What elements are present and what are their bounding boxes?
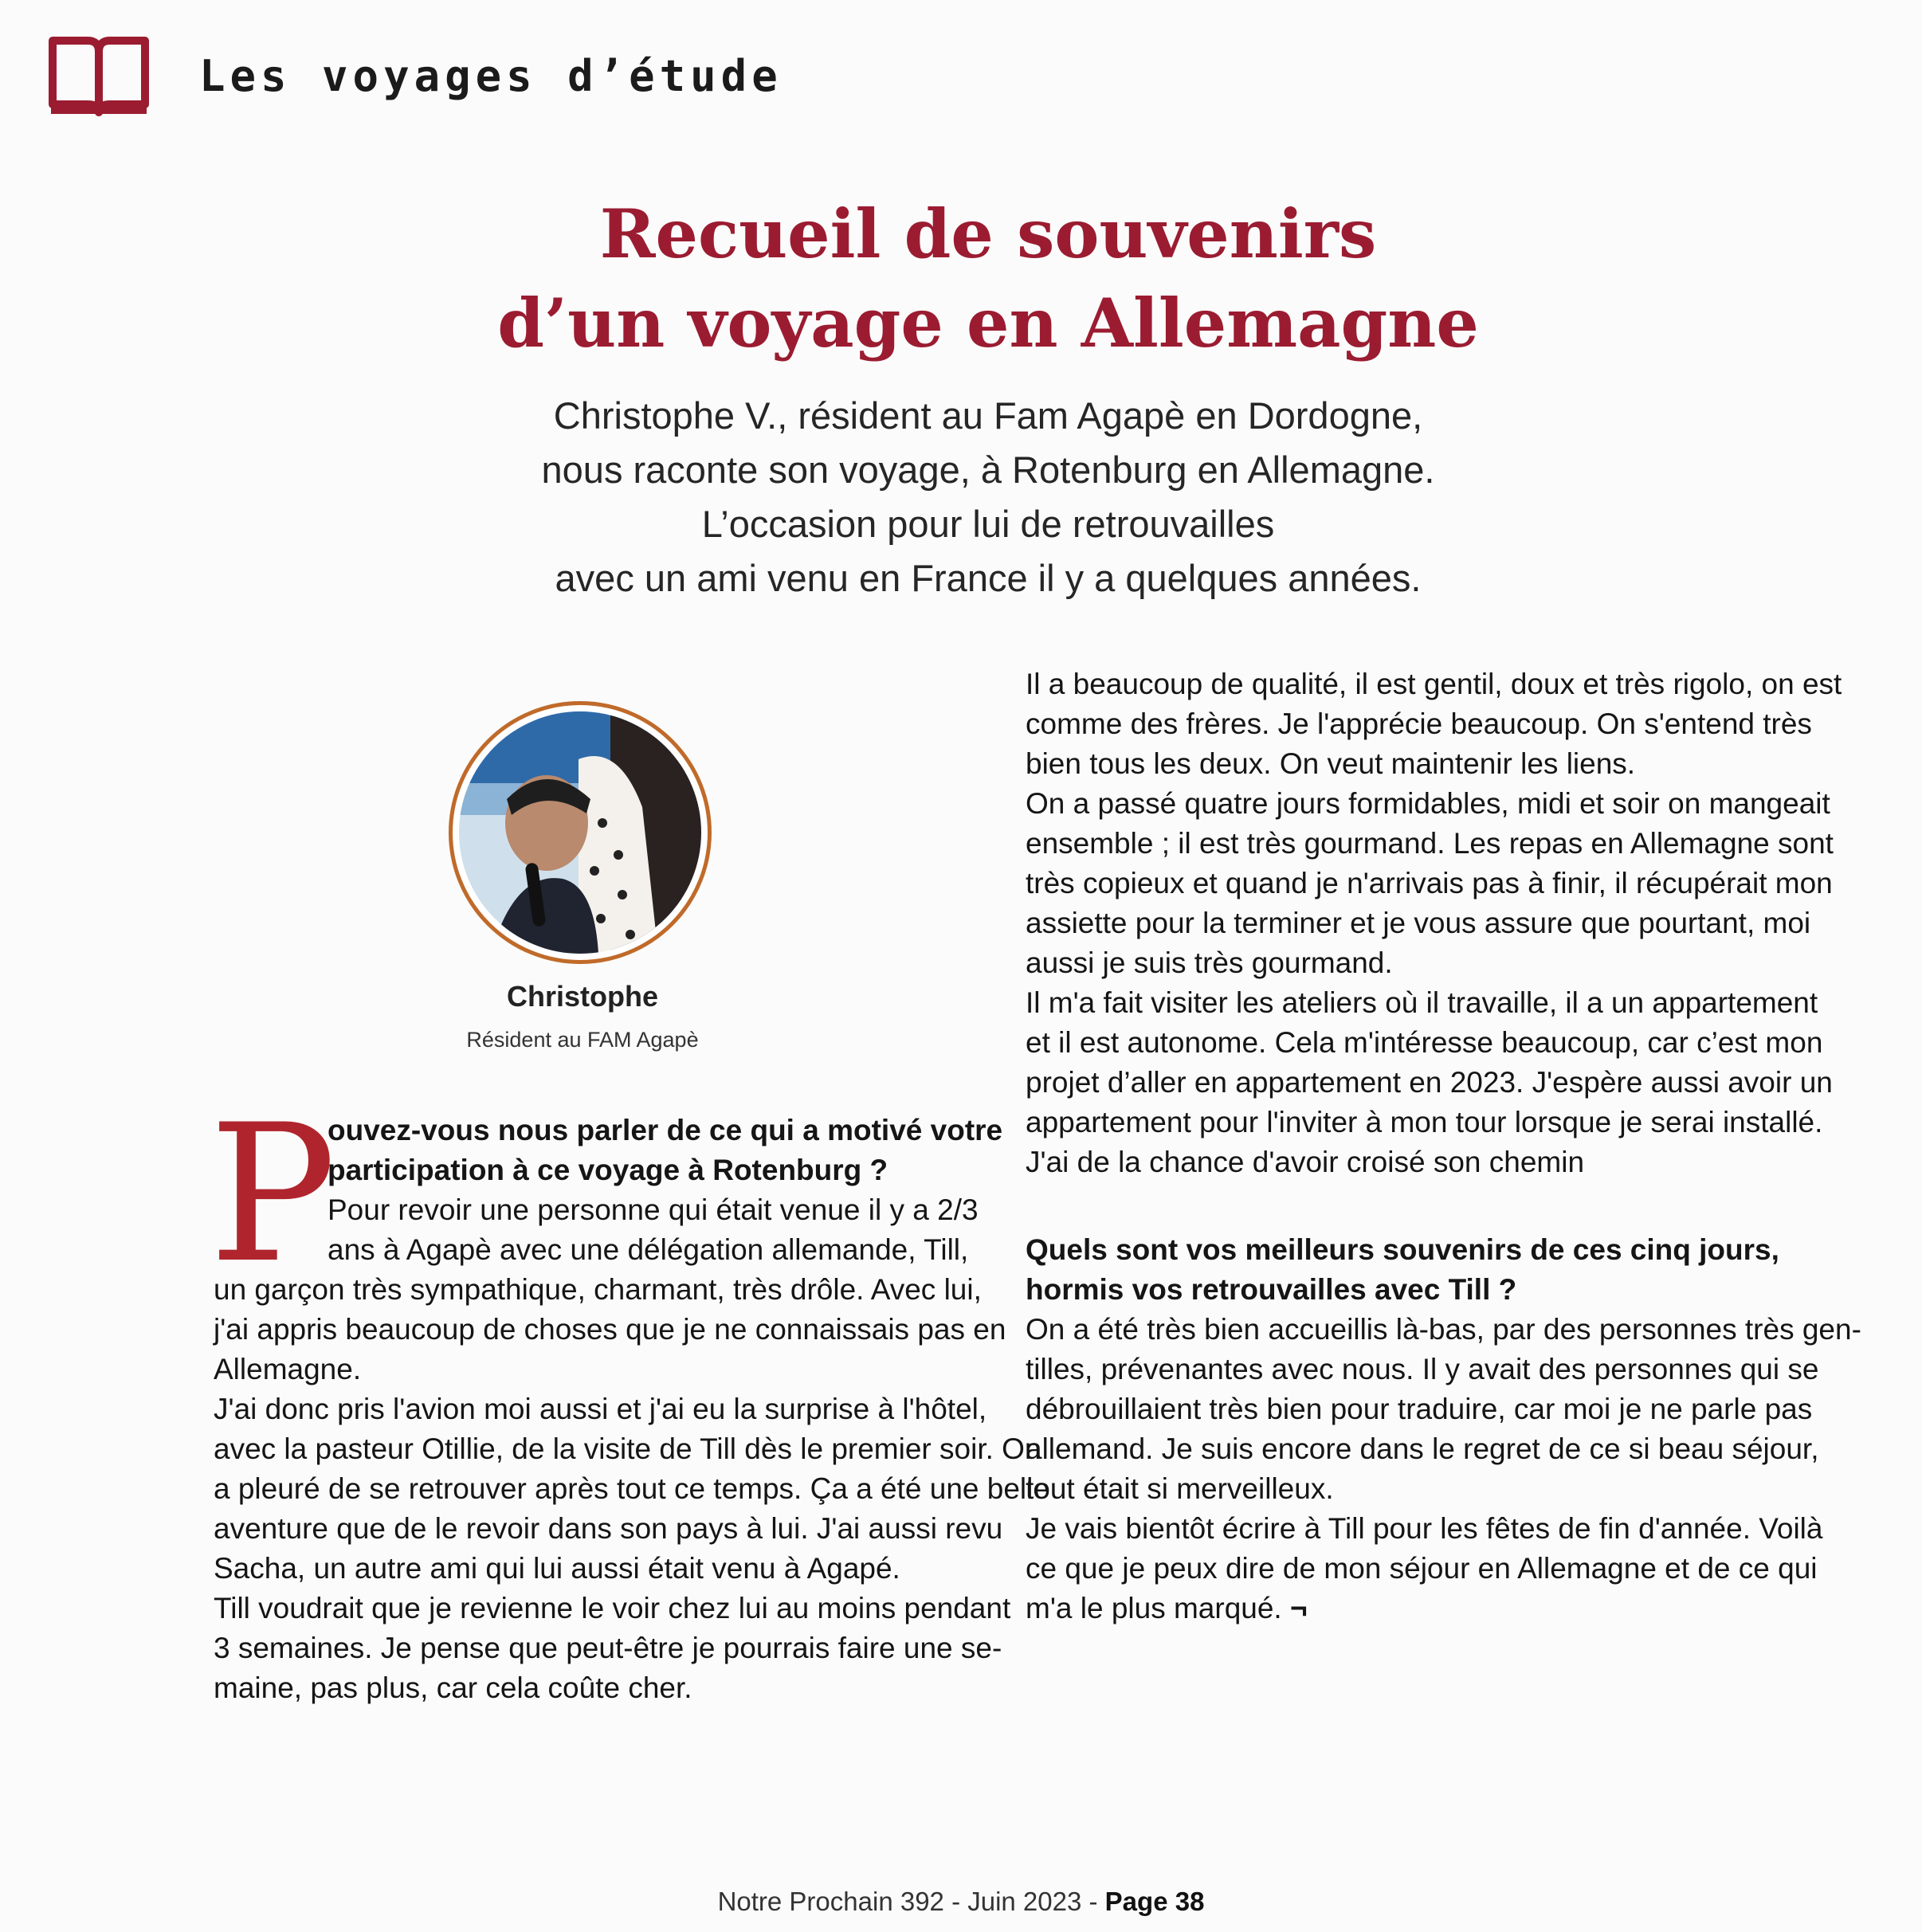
right-column <box>1026 664 1861 1628</box>
text-line: ans à Agapè avec une délégation allemande, Till, <box>328 1233 969 1266</box>
drop-cap: P <box>209 1084 337 1305</box>
open-book-icon <box>46 34 151 117</box>
article-title <box>239 190 1737 368</box>
text-line: aventure que de le revoir dans son pays à lui. J'ai aussi revu <box>214 1512 1003 1545</box>
text-line: Allemagne. <box>214 1353 362 1385</box>
text-line: comme des frères. Je l'apprécie beaucoup. On s'entend très <box>1026 707 1812 740</box>
section-header <box>46 32 783 120</box>
text-line: J'ai de la chance d'avoir croisé son chemin <box>1026 1146 1585 1178</box>
text-line: a pleuré de se retrouver après tout ce temps. Ça a été une belle <box>214 1472 1049 1505</box>
text-line: avec la pasteur Otillie, de la visite de Till dès le premier soir. On <box>214 1432 1041 1465</box>
portrait-photo <box>449 701 712 964</box>
text-line: bien tous les deux. On veut maintenir les liens. <box>1026 747 1636 780</box>
text-line: Quels sont vos meilleurs souvenirs de ces cinq jours, <box>1026 1233 1779 1266</box>
text-line: et il est autonome. Cela m'intéresse beaucoup, car c’est mon <box>1026 1026 1823 1059</box>
last-line-text: m'a le plus marqué. <box>1026 1592 1282 1624</box>
interview-answer <box>1026 1310 1861 1628</box>
interview-question <box>214 1111 1003 1190</box>
text-line: On a été très bien accueillis là-bas, par des personnes très gen- <box>1026 1313 1861 1346</box>
text-line: maine, pas plus, car cela coûte cher. <box>214 1671 692 1704</box>
page-number: Page 38 <box>1104 1887 1205 1916</box>
text-line: Pour revoir une personne qui était venue il y a 2/3 <box>328 1193 979 1226</box>
intro-line: nous raconte son voyage, à Rotenburg en Allemagne. <box>541 449 1435 491</box>
text-line: Sacha, un autre ami qui lui aussi était venu à Agapé. <box>214 1552 900 1585</box>
page-footer <box>0 1887 1922 1917</box>
text-line: ensemble ; il est très gourmand. Les repas en Allemagne sont <box>1026 827 1834 860</box>
text-line: aussi je suis très gourmand. <box>1026 946 1393 979</box>
text-line: On a passé quatre jours formidables, midi et soir on mangeait <box>1026 787 1830 820</box>
intro-line: avec un ami venu en France il y a quelques années. <box>555 557 1422 599</box>
text-line: J'ai donc pris l'avion moi aussi et j'ai eu la surprise à l'hôtel, <box>214 1393 987 1425</box>
text-line: Je vais bientôt écrire à Till pour les fêtes de fin d'année. Voilà <box>1026 1512 1823 1545</box>
paragraph-spacer <box>1026 1182 1795 1230</box>
text-line: allemand. Je suis encore dans le regret de ce si beau séjour, <box>1026 1432 1819 1465</box>
text-line: appartement pour l'inviter à mon tour lorsque je serai installé. <box>1026 1106 1823 1138</box>
text-line: assiette pour la terminer et je vous assure que pourtant, moi <box>1026 907 1811 939</box>
text-line: débrouillaient très bien pour traduire, car moi je ne parle pas <box>1026 1393 1813 1425</box>
section-title: Les voyages d’étude <box>199 50 783 101</box>
text-line: un garçon très sympathique, charmant, très drôle. Avec lui, <box>214 1273 982 1306</box>
text-line: ce que je peux dire de mon séjour en Allemagne et de ce qui <box>1026 1552 1818 1585</box>
intro-line: Christophe V., résident au Fam Agapè en Dordogne, <box>553 394 1423 437</box>
intro-line: L’occasion pour lui de retrouvailles <box>701 503 1275 545</box>
text-line: 3 semaines. Je pense que peut-être je pourrais faire une se- <box>214 1632 1002 1664</box>
text-line: participation à ce voyage à Rotenburg ? <box>328 1154 888 1186</box>
publication-info: Notre Prochain 392 - Juin 2023 - <box>717 1887 1105 1916</box>
article-intro <box>319 389 1657 605</box>
text-line: projet d’aller en appartement en 2023. J'espère aussi avoir un <box>1026 1066 1833 1099</box>
interview-answer <box>214 1270 1049 1708</box>
interview-question <box>1026 1230 1795 1310</box>
text-line: Il a beaucoup de qualité, il est gentil, doux et très rigolo, on est <box>1026 668 1842 700</box>
text-line: j'ai appris beaucoup de choses que je ne connaissais pas en <box>214 1313 1006 1346</box>
text-line: Il m'a fait visiter les ateliers où il travaille, il a un appartement <box>1026 986 1818 1019</box>
text-line: tilles, prévenantes avec nous. Il y avait des personnes qui se <box>1026 1353 1819 1385</box>
text-line: tout était si merveilleux. <box>1026 1472 1334 1505</box>
text-line <box>1026 1589 1795 1628</box>
text-line: Till voudrait que je revienne le voir chez lui au moins pendant <box>214 1592 1011 1624</box>
portrait-caption-role: Résident au FAM Agapè <box>466 1028 699 1052</box>
interview-answer <box>1026 664 1842 1182</box>
left-column <box>214 1111 1049 1708</box>
title-line: Recueil de souvenirs <box>599 194 1377 273</box>
text-line: hormis vos retrouvailles avec Till ? <box>1026 1273 1517 1306</box>
portrait-caption-name: Christophe <box>506 980 658 1013</box>
text-line: très copieux et quand je n'arrivais pas à finir, il récupérait mon <box>1026 867 1833 899</box>
text-line: ouvez-vous nous parler de ce qui a motivé votre <box>328 1114 1003 1146</box>
answer-intro <box>214 1190 979 1270</box>
title-line: d’un voyage en Allemagne <box>497 284 1479 362</box>
end-mark: ¬ <box>1290 1592 1308 1624</box>
